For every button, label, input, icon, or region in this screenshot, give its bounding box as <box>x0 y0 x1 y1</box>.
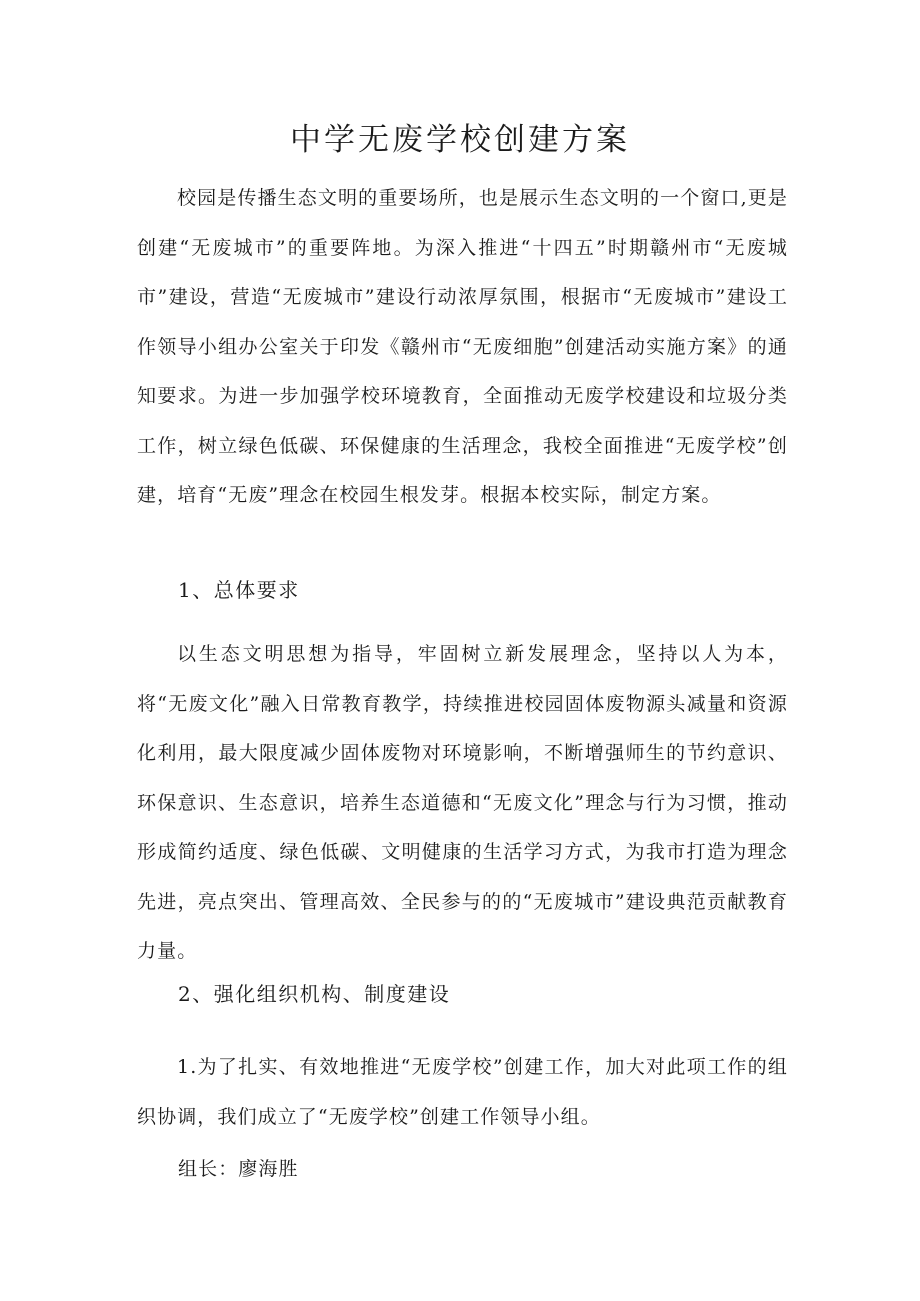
document-title: 中学无废学校创建方案 <box>290 122 630 158</box>
section1-heading: 1、总体要求 <box>178 578 300 602</box>
section2-paragraph: 1.为了扎实、有效地推进“无废学校”创建工作，加大对此项工作的组织协调，我们成立了“无废学校”创建工作领导小组。 <box>137 1056 788 1128</box>
intro-paragraph: 校园是传播生态文明的重要场所，也是展示生态文明的一个窗口,更是创建“无废城市”的重要阵地。为深入推进“十四五”时期赣州市“无废城市”建设，营造“无废城市”建设行动浓厚氛围，根据市“无废城市”建设工作领导小组办公室关于印发《赣州市“无废细胞”创建活动实施方案》的通知要求。为进一步加强学校环境教育，全面推动无废学校建设和垃圾分类工作，树立绿色低碳、环保健康的生活理念，我校全面推进“无废学校”创建，培育“无废”理念在校园生根发芽。根据本校实际，制定方案。 <box>137 187 788 506</box>
leader-line: 组长：廖海胜 <box>178 1158 299 1180</box>
section1-paragraph: 以生态文明思想为指导，牢固树立新发展理念，坚持以人为本，将“无废文化”融入日常教育教学，持续推进校园固体废物源头减量和资源化利用，最大限度减少固体废物对环境影响，不断增强师生的节约意识、环保意识、生态意识，培养生态道德和“无废文化”理念与行为习惯，推动形成简约适度、绿色低碳、文明健康的生活学习方式，为我市打造为理念先进，亮点突出、管理高效、全民参与的的“无废城市”建设典范贡献教育力量。 <box>137 643 788 962</box>
section2-heading: 2、强化组织机构、制度建设 <box>178 982 451 1006</box>
